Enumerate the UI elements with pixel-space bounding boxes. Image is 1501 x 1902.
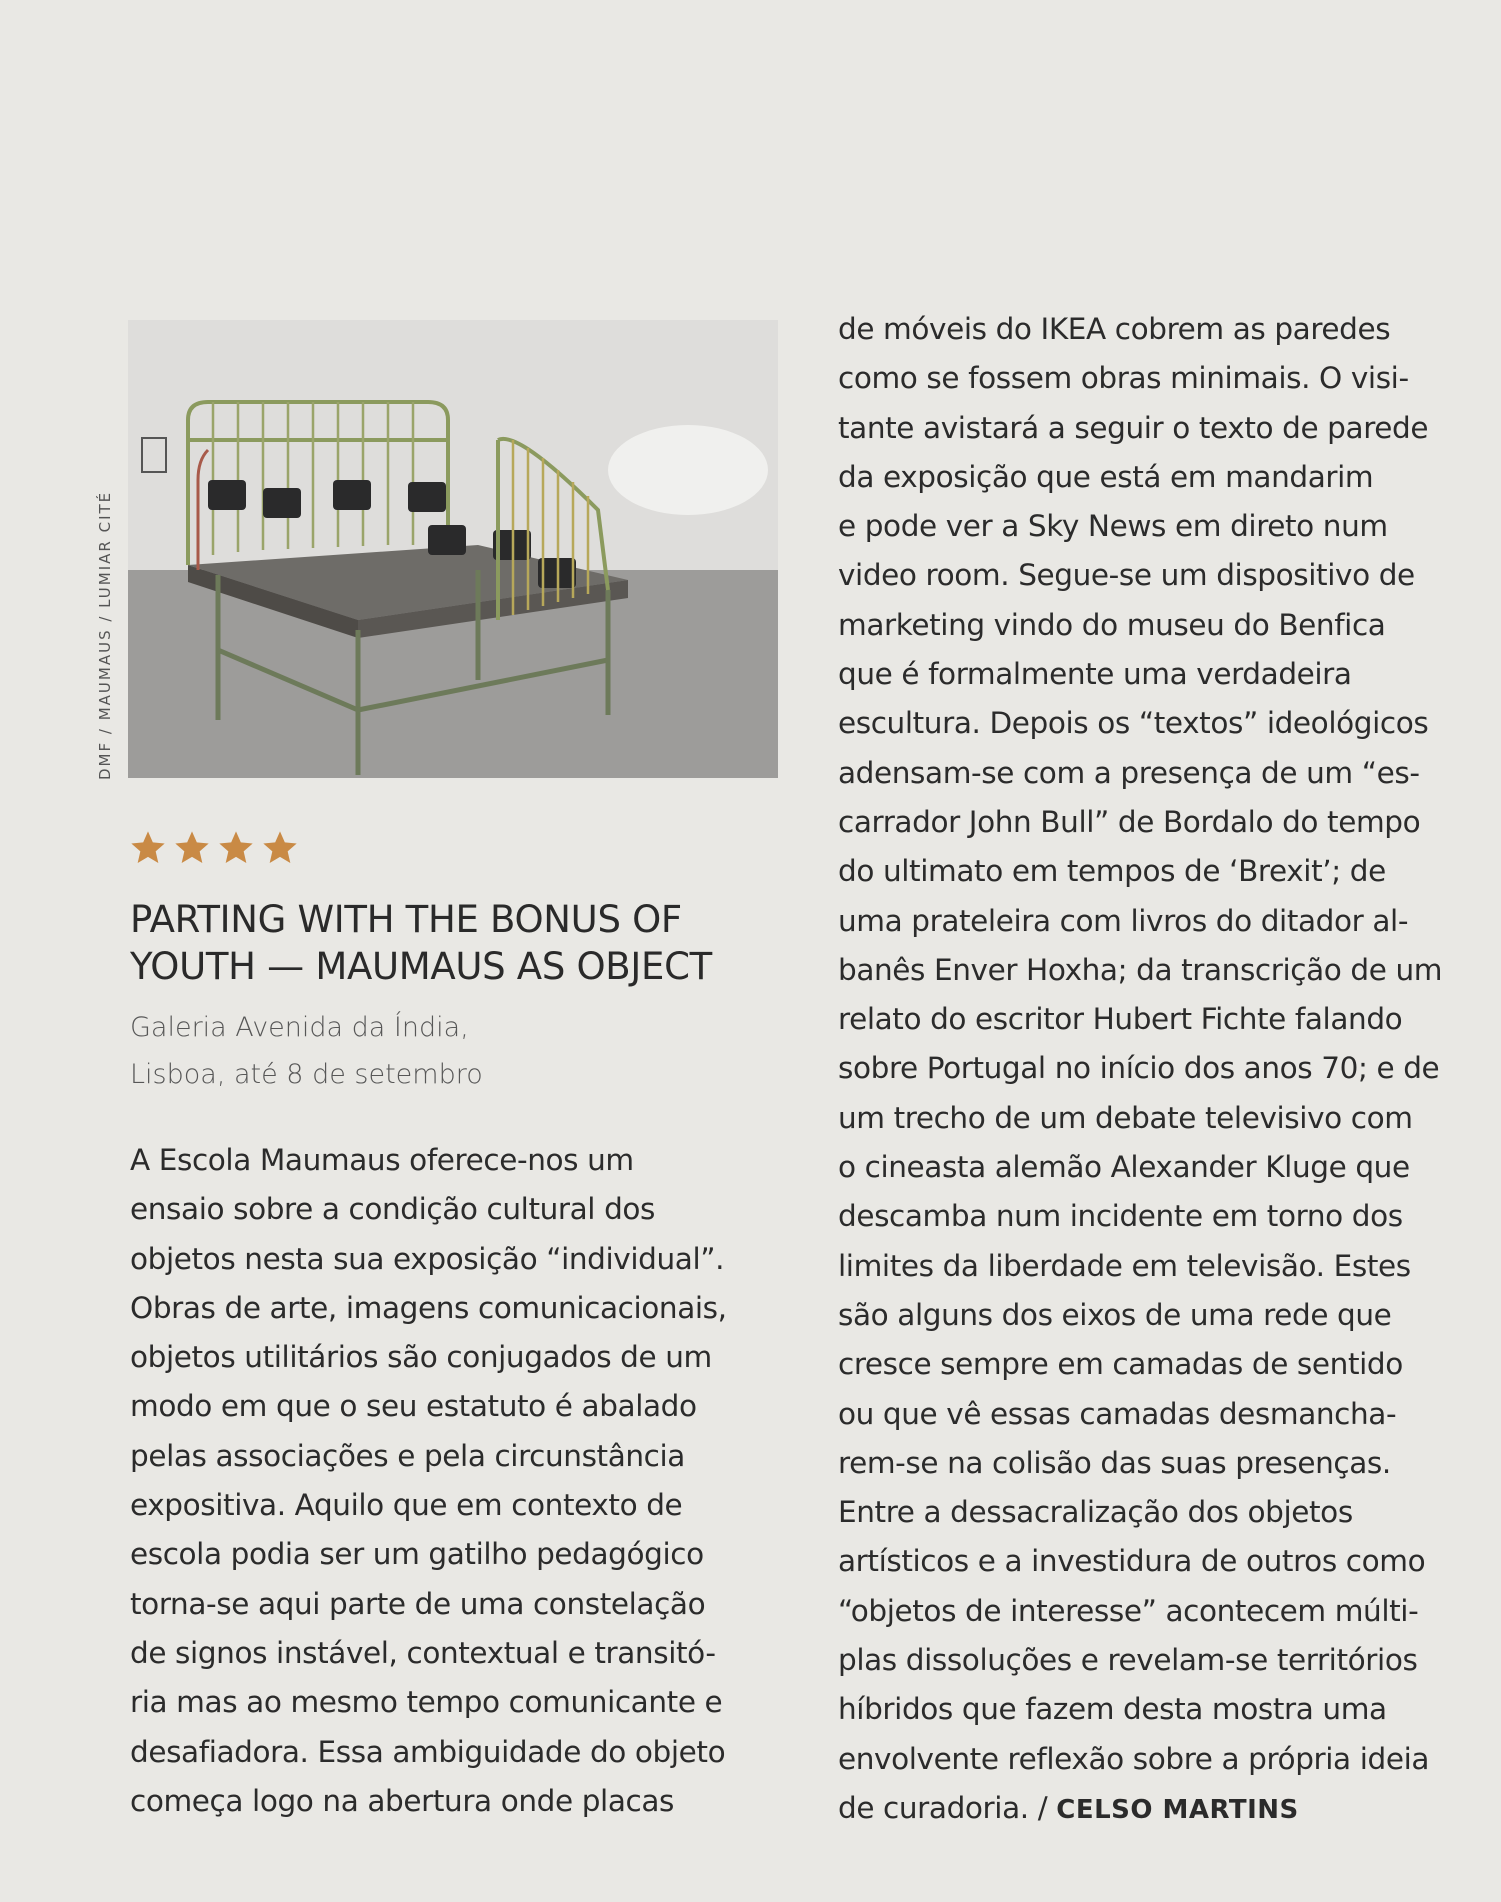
body-line: ensaio sobre a condição cultural dos [130, 1192, 656, 1227]
body-line: da exposição que está em mandarim [838, 459, 1374, 494]
body-line: carrador John Bull” de Bordalo do tempo [838, 804, 1421, 839]
body-line: do ultimato em tempos de ‘Brexit’; de [838, 854, 1386, 889]
star-icon [128, 828, 168, 868]
article-body-left-column [130, 1136, 810, 1826]
body-line: de signos instável, contextual e transitó- [130, 1635, 716, 1670]
venue-line: Lisboa, até 8 de setembro [130, 1059, 483, 1090]
body-line: que é formalmente uma verdadeira [838, 657, 1352, 692]
title-line: YOUTH — MAUMAUS AS OBJECT [130, 945, 712, 988]
body-line: ria mas ao mesmo tempo comunicante e [130, 1685, 723, 1720]
body-line: objetos utilitários são conjugados de um [130, 1340, 712, 1375]
body-line: artísticos e a investidura de outros como [838, 1544, 1426, 1579]
body-line: expositiva. Aquilo que em contexto de [130, 1488, 683, 1523]
body-line: escultura. Depois os “textos” ideológicos [838, 706, 1429, 741]
body-line: plas dissoluções e revelam-se territórios [838, 1643, 1418, 1678]
body-line: Obras de arte, imagens comunicacionais, [130, 1290, 727, 1325]
body-line: descamba num incidente em torno dos [838, 1199, 1403, 1234]
body-line: limites da liberdade em televisão. Estes [838, 1248, 1411, 1283]
bleacher-sculpture-image [128, 320, 778, 778]
title-line: PARTING WITH THE BONUS OF [130, 898, 682, 941]
body-line: marketing vindo do museu do Benfica [838, 607, 1386, 642]
body-line: cresce sempre em camadas de sentido [838, 1347, 1403, 1382]
body-line: desafiadora. Essa ambiguidade do objeto [130, 1734, 726, 1769]
body-line: tante avistará a seguir o texto de parede [838, 410, 1429, 445]
body-line: um trecho de um debate televisivo com [838, 1100, 1413, 1135]
body-line: objetos nesta sua exposição “individual”. [130, 1241, 725, 1276]
star-rating [128, 828, 300, 868]
body-line: sobre Portugal no início dos anos 70; e de [838, 1051, 1440, 1086]
body-line: video room. Segue-se um dispositivo de [838, 558, 1415, 593]
article-title [130, 896, 800, 990]
body-line: ou que vê essas camadas desmancha- [838, 1396, 1397, 1431]
star-icon [216, 828, 256, 868]
body-line: são alguns dos eixos de uma rede que [838, 1297, 1392, 1332]
venue-line: Galeria Avenida da Índia, [130, 1012, 469, 1043]
body-line: uma prateleira com livros do ditador al- [838, 903, 1409, 938]
body-line: Entre a dessacralização dos objetos [838, 1495, 1353, 1530]
author-byline: CELSO MARTINS [1056, 1794, 1299, 1825]
body-line: começa logo na abertura onde placas [130, 1783, 674, 1818]
body-line: o cineasta alemão Alexander Kluge que [838, 1150, 1410, 1185]
body-line: banês Enver Hoxha; da transcrição de um [838, 952, 1443, 987]
body-line: adensam-se com a presença de um “es- [838, 755, 1420, 790]
body-line: modo em que o seu estatuto é abalado [130, 1389, 697, 1424]
star-icon [172, 828, 212, 868]
body-line: de móveis do IKEA cobrem as paredes [838, 312, 1391, 346]
article-body-right-column [838, 305, 1488, 1835]
venue-info [130, 1004, 730, 1098]
body-line: como se fossem obras minimais. O visi- [838, 361, 1409, 396]
body-line: escola podia ser um gatilho pedagógico [130, 1537, 704, 1572]
closing-text: de curadoria. / [838, 1790, 1057, 1825]
body-line: híbridos que fazem desta mostra uma [838, 1692, 1387, 1727]
photo-credit: DMF / MAUMAUS / LUMIAR CITÉ [96, 490, 114, 780]
body-line: envolvente reflexão sobre a própria ideia [838, 1741, 1430, 1776]
star-icon [260, 828, 300, 868]
body-line: rem-se na colisão das suas presenças. [838, 1445, 1391, 1480]
body-line: relato do escritor Hubert Fichte falando [838, 1002, 1403, 1037]
body-line: torna-se aqui parte de uma constelação [130, 1586, 706, 1621]
body-line: “objetos de interesse” acontecem múlti- [838, 1593, 1419, 1628]
exhibition-photo [128, 320, 778, 778]
body-line: A Escola Maumaus oferece-nos um [130, 1143, 634, 1177]
body-line: e pode ver a Sky News em direto num [838, 509, 1388, 544]
body-line: pelas associações e pela circunstância [130, 1438, 685, 1473]
closing-line [838, 1784, 1488, 1835]
